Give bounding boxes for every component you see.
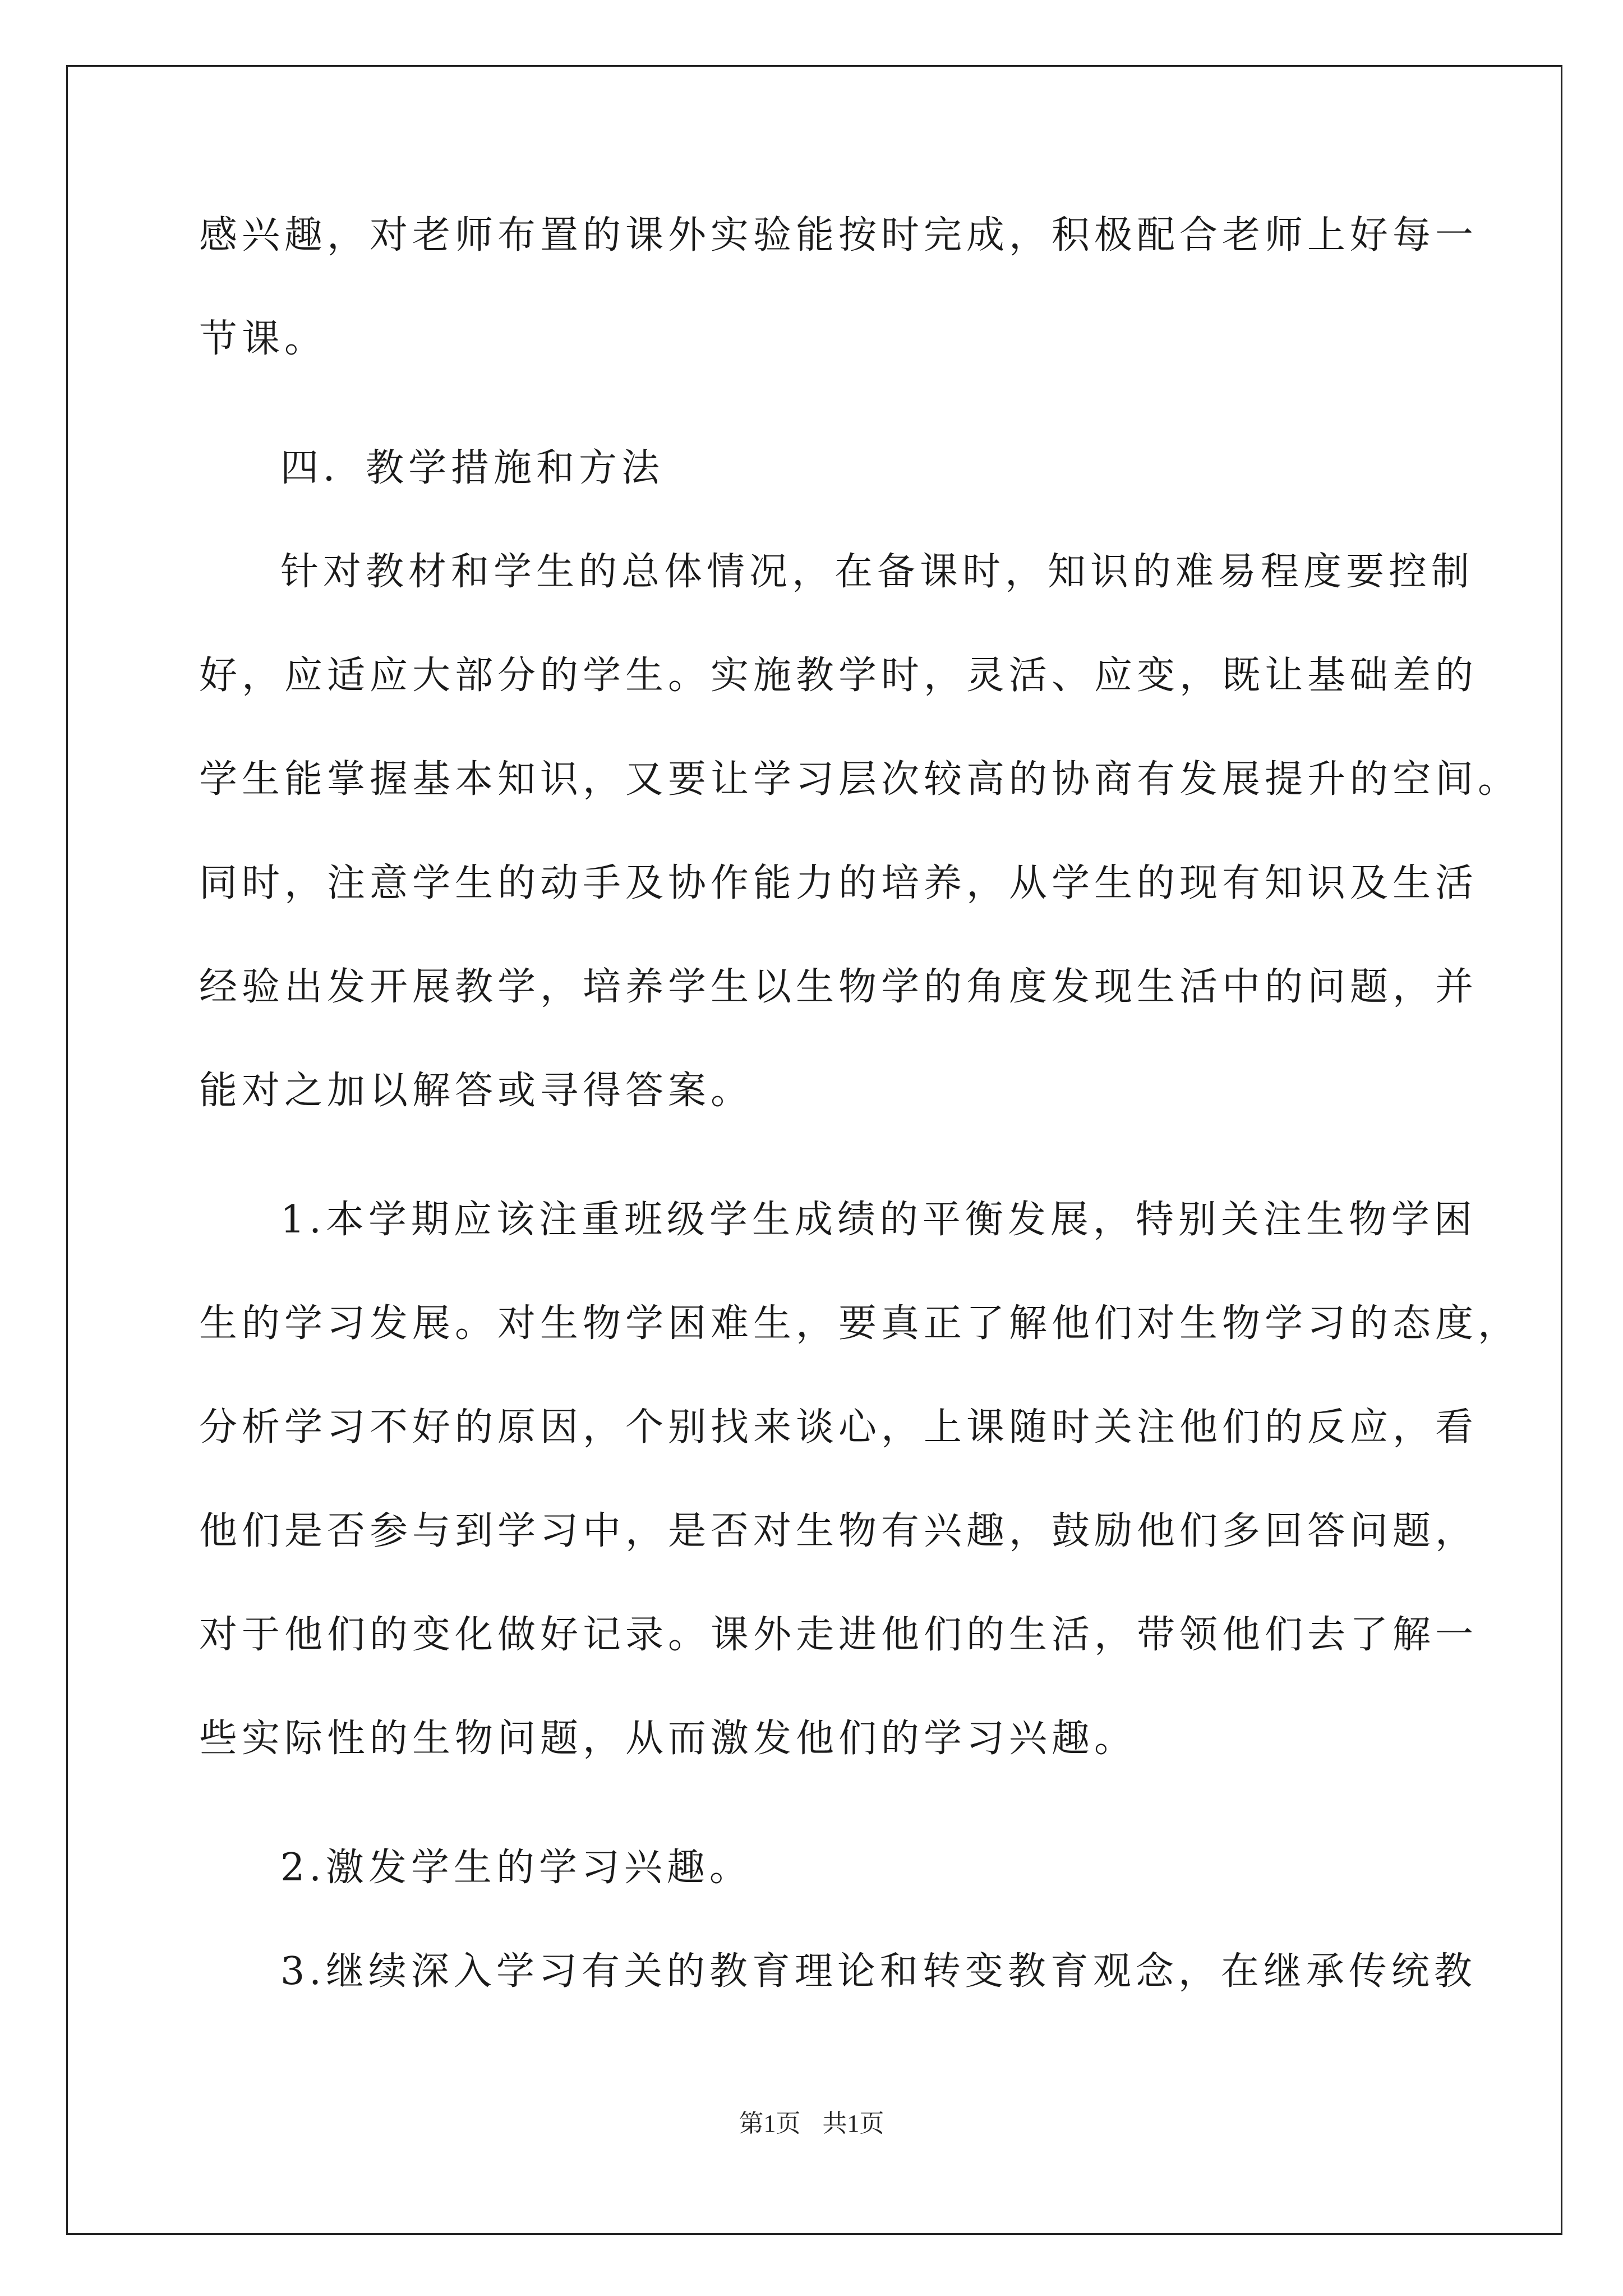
text-line: 他们是否参与到学习中，是否对生物有兴趣，鼓励他们多回答问题， [199, 1509, 1478, 1553]
page-number: 第1页 [739, 2110, 801, 2137]
section-heading: 四．教学措施和方法 [280, 446, 665, 490]
page-footer [0, 2107, 1623, 2141]
text-line: 学生能掌握基本知识，又要让学习层次较高的协商有发展提升的空间。 [199, 757, 1521, 802]
text-line: 分析学习不好的原因，个别找来谈心，上课随时关注他们的反应，看 [199, 1405, 1478, 1450]
text-line: 对于他们的变化做好记录。课外走进他们的生活，带领他们去了解一 [199, 1613, 1478, 1657]
text-line: 好，应适应大部分的学生。实施教学时，灵活、应变，既让基础差的 [199, 654, 1478, 698]
text-line: 些实际性的生物问题，从而激发他们的学习兴趣。 [199, 1717, 1137, 1761]
text-line: 能对之加以解答或寻得答案。 [199, 1069, 754, 1113]
text-line: 2.激发学生的学习兴趣。 [280, 1846, 752, 1890]
text-line: 生的学习发展。对生物学困难生，要真正了解他们对生物学习的态度， [199, 1301, 1521, 1346]
page-border [66, 65, 1562, 2235]
text-line: 针对教材和学生的总体情况，在备课时，知识的难易程度要控制 [280, 550, 1474, 594]
text-line: 同时，注意学生的动手及协作能力的培养，从学生的现有知识及生活 [199, 861, 1478, 905]
text-line: 感兴趣，对老师布置的课外实验能按时完成，积极配合老师上好每一 [199, 213, 1478, 257]
text-line: 节课。 [199, 317, 328, 361]
text-line: 3.继续深入学习有关的教育理论和转变教育观念，在继承传统教 [280, 1949, 1477, 1994]
text-line: 经验出发开展教学，培养学生以生物学的角度发现生活中的问题，并 [199, 965, 1478, 1009]
page-total: 共1页 [822, 2110, 884, 2137]
text-line: 1.本学期应该注重班级学生成绩的平衡发展，特别关注生物学困 [280, 1198, 1477, 1242]
